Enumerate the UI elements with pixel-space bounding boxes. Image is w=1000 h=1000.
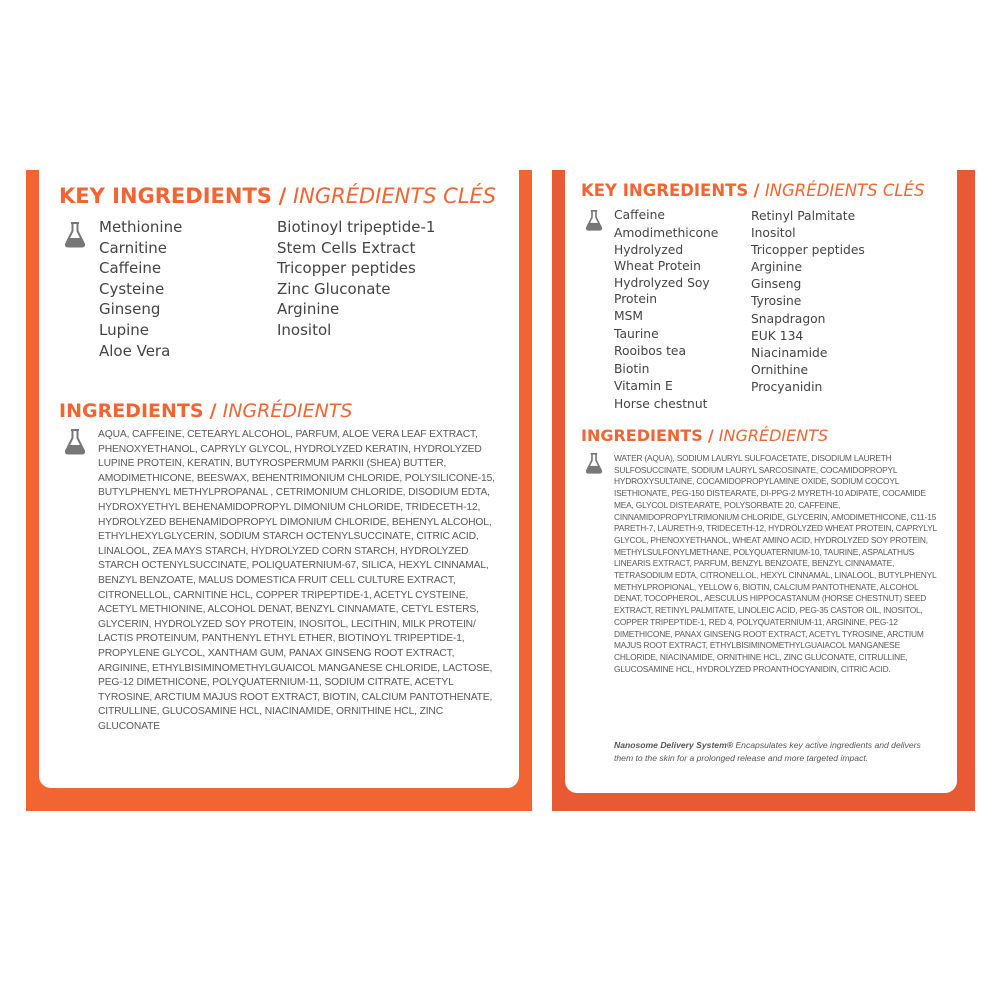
list-item: Tricopper peptides — [277, 259, 416, 278]
list-item: Arginine — [277, 300, 340, 319]
list-item: Carnitine — [99, 238, 168, 257]
heading-slash: / — [278, 184, 287, 208]
flask-icon — [64, 222, 86, 248]
list-item: Cysteine — [99, 279, 165, 298]
list-item: Rooibos tea — [614, 344, 687, 358]
list-item: EUK 134 — [751, 328, 804, 343]
left-ingredients-heading — [59, 400, 352, 422]
flask-icon — [64, 429, 86, 455]
left-label-panel — [26, 170, 532, 811]
left-ingredients-text: AQUA, CAFFEINE, CETEARYL ALCOHOL, PARFUM, ALOE VERA LEAF EXTRACT, PHENOXYETHANOL, CAPRYLY GLYCOL, HYDROLYZED KERATIN, HYDROLYZED LUPINE PROTEIN, KERATIN, BUTYROSPERMUM PARKII (SHEA) BUTTER, AMODIMETHICONE, BEESWAX, BEHENTRIMONIUM CHLORIDE, POLYSILICONE-15, BUTYLPHENYL METHYLPROPANAL , CETRIMONIUM CHLORIDE, DISODIUM EDTA, HYDROXYETHYL BEHENAMIDOPROPYL DIMONIUM CHLORIDE, TRIDECETH-12, HYDROLYZED BEHENAMIDOPROPYL DIMONIUM CHLORIDE, BEHENYL ALCOHOL, ETHYLHEXYLGLYCERIN, SODIUM STARCH OCTENYLSUCCINATE, CITRIC ACID, LINALOOL, ZEA MAYS STARCH, HYDROLYZED CORN STARCH, HYDROLYZED STARCH OCTENYLSUCCINATE, POLIQUATERNIUM-67, SILICA, HEXYL CINNAMAL, BENZYL BENZOATE, MALUS DOMESTICA FRUIT CELL CULTURE EXTRACT, CITRONELLOL, CARNITINE HCL, COPPER TRIPEPTIDE-1, ACETYL CYSTEINE, ACETYL METHIONINE, ALCOHOL DENAT, BENZYL CINNAMATE, CETYL ESTERS, GLYCERIN, HYDROLYZED SOY PROTEIN, INOSITOL, LECITHIN, MILK PROTEIN/ LACTIS PROTEINUM, PANTHENYL ETHYL ETHER, BIOTINOYL TRIPEPTIDE-1, PROPYLENE GLYCOL, XANTHAM GUM, PANAX GINSENG ROOT EXTRACT, ARGININE, ETHYLBISIMINOMETHYLGUAICOL MANGANESE CHLORIDE, LACTOSE, PEG-12 DIMETHICONE, POLYQUATERNIUM-11, SODIUM CITRATE, ACETYL TYROSINE, ARCTIUM MAJUS ROOT EXTRACT, BIOTIN, CALCIUM PANTOTHENATE, CITRULLINE, GLUCOSAMINE HCL, NIACINAMIDE, ORNITHINE HCL, ZINC GLUCONATE — [98, 429, 495, 732]
heading-en: INGREDIENTS — [59, 400, 204, 422]
list-item: Vitamin E — [614, 379, 673, 393]
list-item: Methionine — [99, 218, 183, 236]
left-label-card — [39, 170, 519, 788]
heading-slash: / — [753, 181, 760, 200]
flask-icon — [585, 210, 603, 231]
list-item: Tricopper peptides — [751, 243, 865, 258]
heading-en: INGREDIENTS — [581, 426, 703, 445]
heading-slash: / — [707, 426, 714, 445]
list-item: Caffeine — [614, 208, 665, 222]
right-key-list-col1 — [614, 208, 732, 412]
list-item: Ginseng — [751, 277, 802, 292]
right-ingredients-text: WATER (AQUA), SODIUM LAURYL SULFOACETATE, DISODIUM LAURETH SULFOSUCCINATE, SODIUM LAURYL SARCOSINATE, COCAMIDOPROPYL HYDROXYSULTAINE, COCAMIDOPROPYLAMINE OXIDE, SODIUM COCOYL ISETHIONATE, PEG-150 DISTEARATE, DI-PPG-2 MYRETH-10 ADIPATE, COCAMIDE MEA, GLYCOL DISTEARATE, POLYSORBATE 20, CAFFEINE, CINNAMIDOPROPYLTRIMONIUM CHLORIDE, GLYCERIN, AMODIMETHICONE, C11-15 PARETH-7, LAURETH-9, TRIDECETH-12, HYDROLYZED WHEAT PROTEIN, CAPRYLYL GLYCOL, PHENOXYETHANOL, WHEAT AMINO ACID, HYDROLYZED SOY PROTEIN, METHYLSULFONYLMETHANE, POLYQUATERNIUM-10, TAURINE, ASPALATHUS LINEARIS EXTRACT, PARFUM, BENZYL BENZOATE, BENZYL CINNAMATE, TETRASODIUM EDTA, CITRONELLOL, HEXYL CINNAMAL, LINALOOL, BUTYLPHENYL METHYLPROPIONAL, YELLOW 6, BIOTIN, CALCIUM PANTOTHENATE, ALCOHOL DENAT, TOCOPHEROL, AESCULUS HIPPOCASTANUM (HORSE CHESTNUT) SEED EXTRACT, RETINYL PALMITATE, LINOLEIC ACID, PEG-35 CASTOR OIL, INOSITOL, COPPER TRIPEPTIDE-1, RED 4, POLYQUATERNIUM-11, ARGININE, PEG-12 DIMETHICONE, PANAX GINSENG ROOT EXTRACT, ACETYL TYROSINE, ARCTIUM MAJUS ROOT EXTRACT, ETHYLBISIMINOMETHYLGUAIACOL MANGANESE CHLORIDE, NIACINAMIDE, ORNITHINE HCL, ZINC GLUCONATE, CITRULLINE, GLUCOSAMINE HCL, HYDROLYZED PROANTHOCYANIDIN, CITRIC ACID. — [614, 453, 937, 674]
list-item: Procyanidin — [751, 379, 823, 394]
list-item: Ginseng — [99, 300, 161, 319]
nanosome-note-text: Encapsulates key active ingredients and delivers them to the skin for a prolonged release and more targeted impact. — [614, 740, 921, 763]
heading-fr: INGRÉDIENTS CLÉS — [764, 181, 925, 200]
list-item: Horse chestnut — [614, 396, 708, 411]
right-label-panel — [552, 170, 975, 811]
flask-icon — [585, 453, 603, 474]
left-key-ingredients-heading — [59, 184, 496, 208]
list-item: Biotinoyl tripeptide-1 — [277, 218, 436, 236]
list-item: Taurine — [614, 326, 659, 341]
list-item: Aloe Vera — [99, 341, 171, 360]
nanosome-note — [614, 739, 940, 765]
right-ingredients-heading — [581, 426, 828, 445]
list-item: Ornithine — [751, 362, 809, 377]
right-key-ingredients-heading — [581, 181, 924, 200]
right-key-list-col2 — [751, 208, 865, 396]
list-item: Inositol — [751, 226, 796, 241]
list-item: Niacinamide — [751, 345, 828, 360]
heading-slash: / — [209, 400, 217, 422]
list-item: Lupine — [99, 320, 150, 339]
list-item: Retinyl Palmitate — [751, 209, 856, 223]
list-item: Amodimethicone — [614, 225, 719, 240]
list-item: MSM — [614, 309, 644, 323]
list-item: Stem Cells Extract — [277, 238, 416, 257]
list-item: Zinc Gluconate — [277, 279, 391, 298]
left-key-list-col2 — [277, 217, 435, 341]
list-item: Arginine — [751, 260, 803, 275]
nanosome-note-bold: Nanosome Delivery System® — [614, 740, 734, 750]
list-item: Caffeine — [99, 259, 162, 278]
list-item: Inositol — [277, 320, 332, 339]
heading-fr: INGRÉDIENTS — [222, 400, 353, 422]
list-item: Hydrolyzed Wheat Protein — [614, 243, 701, 273]
right-label-card — [565, 170, 957, 793]
list-item: Tyrosine — [751, 294, 802, 309]
heading-fr: INGRÉDIENTS — [718, 426, 829, 445]
left-key-list-col1 — [99, 217, 182, 361]
heading-en: KEY INGREDIENTS — [581, 181, 749, 200]
heading-fr: INGRÉDIENTS CLÉS — [292, 184, 497, 208]
list-item: Hydrolyzed Soy Protein — [614, 276, 710, 306]
list-item: Biotin — [614, 361, 650, 376]
list-item: Snapdragon — [751, 311, 826, 326]
heading-en: KEY INGREDIENTS — [59, 184, 272, 208]
